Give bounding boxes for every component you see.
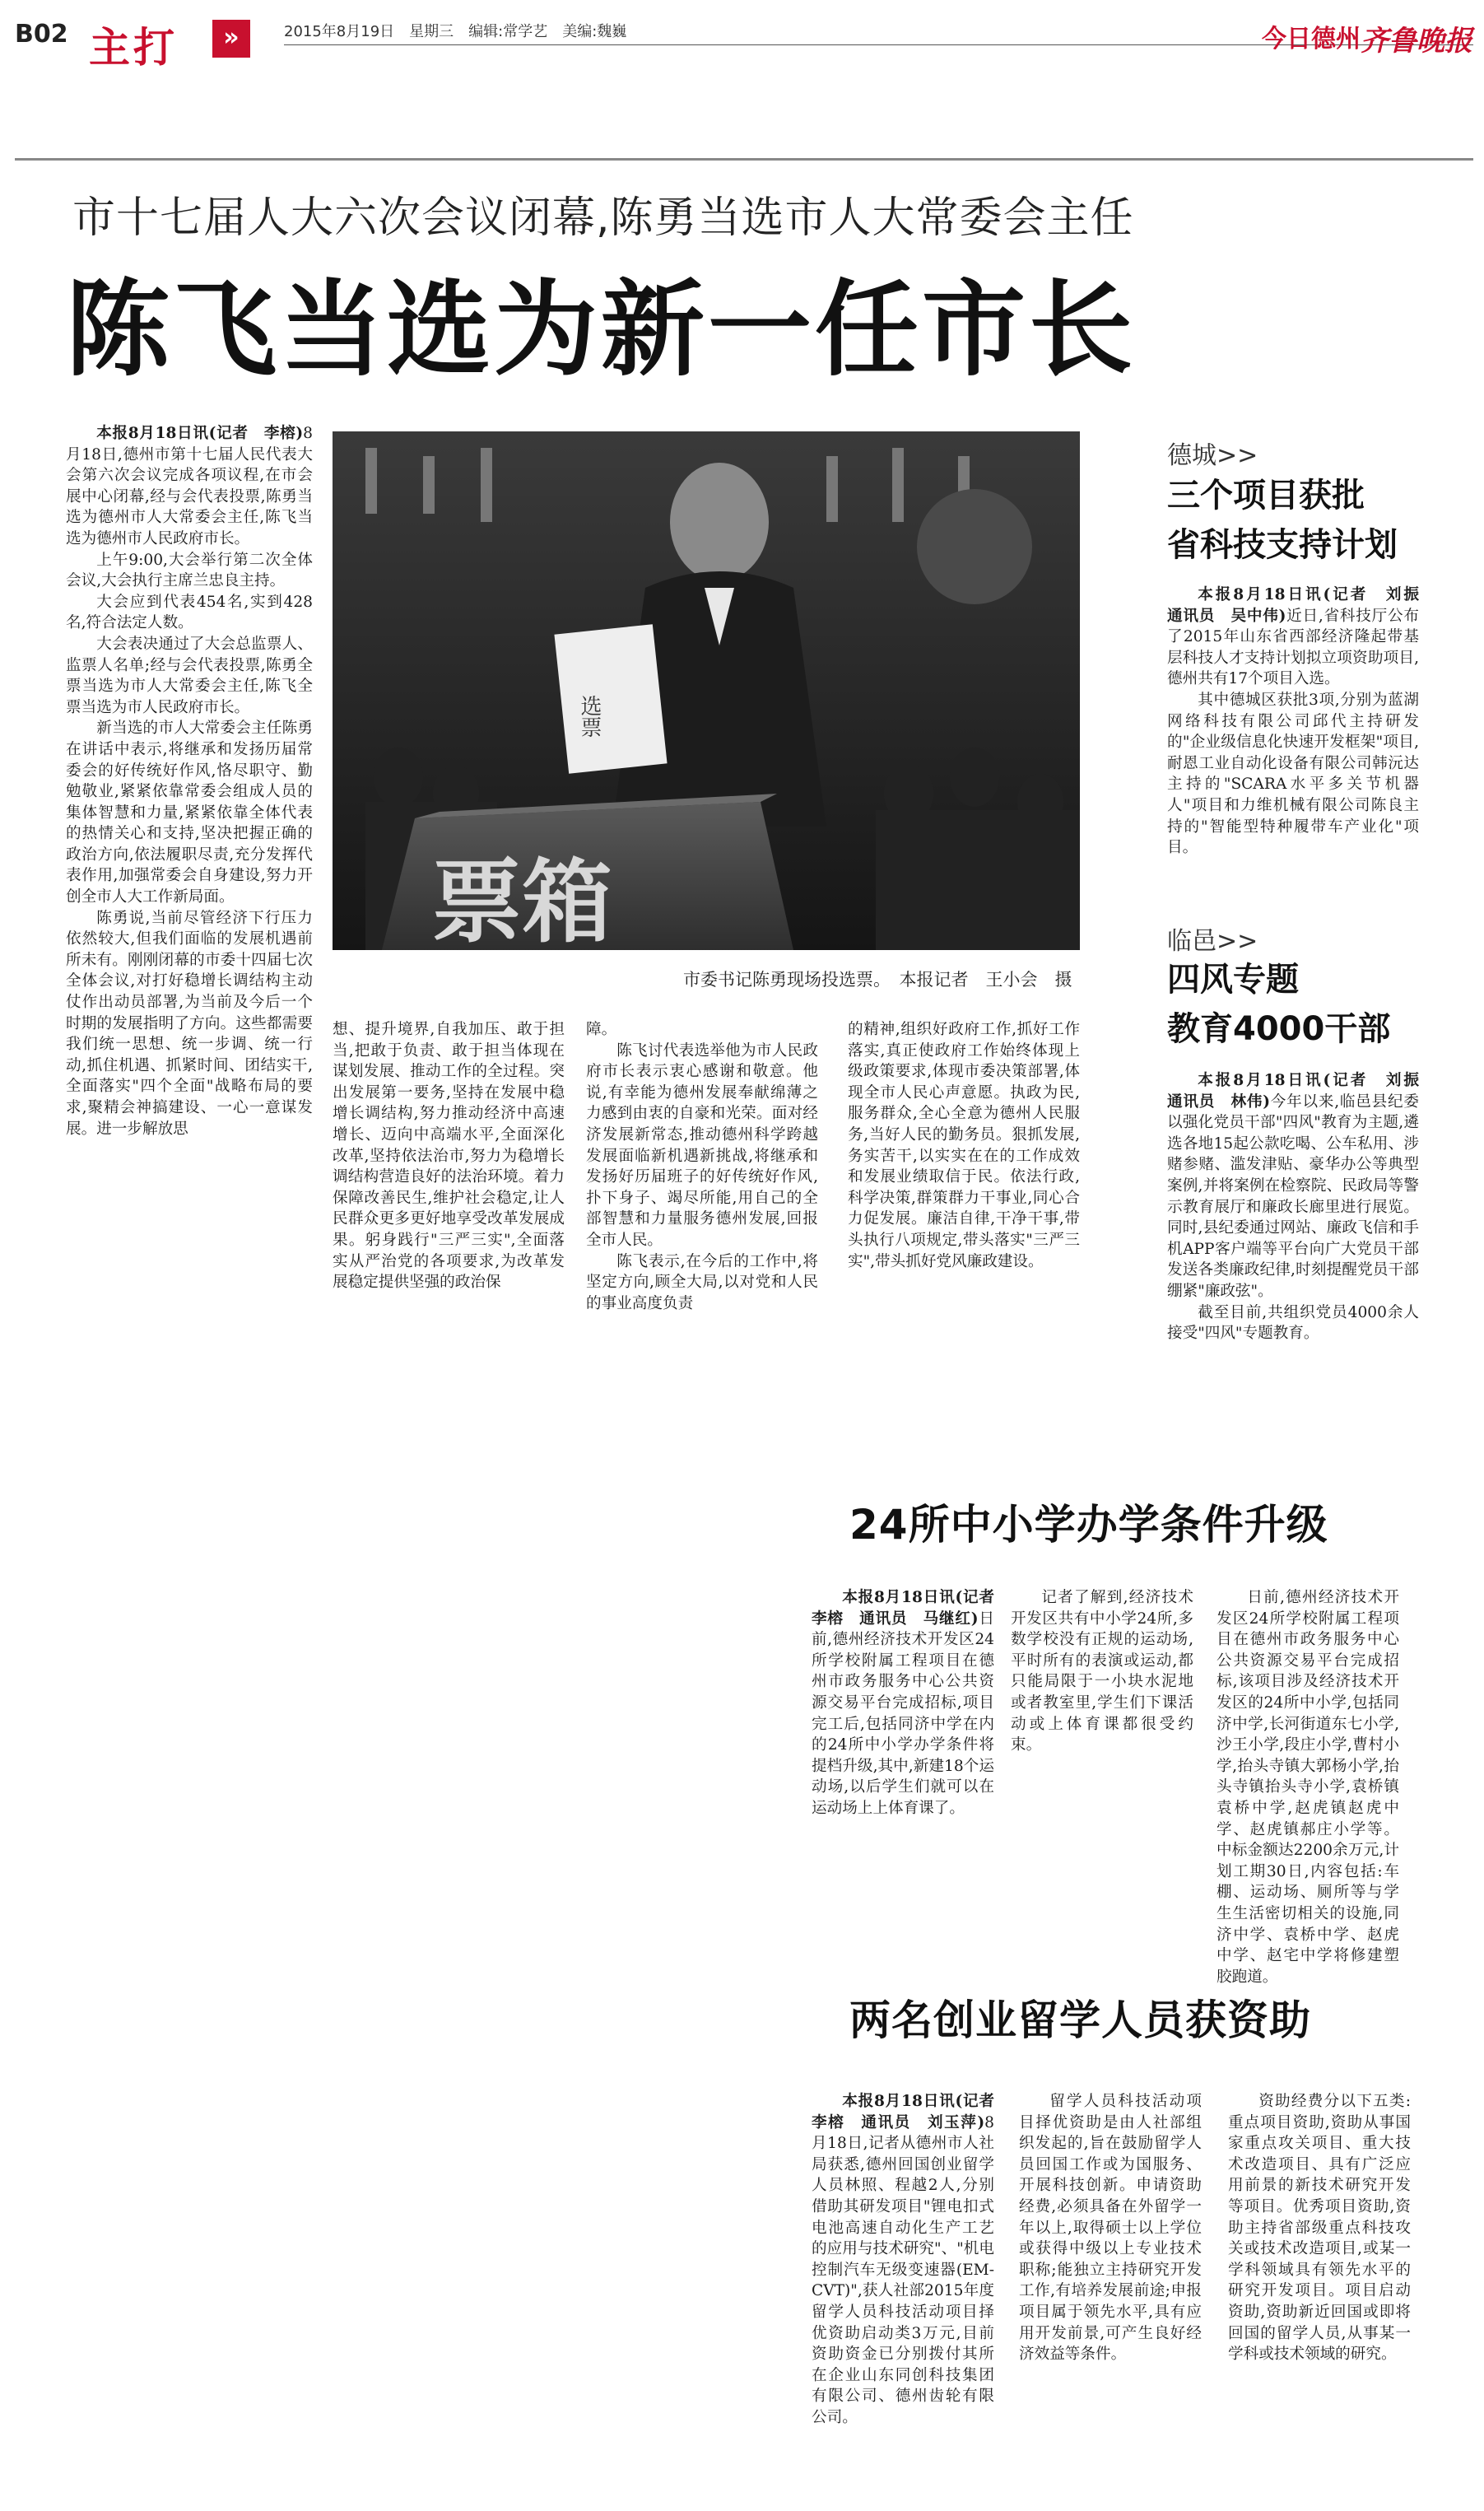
sidebar-title — [1167, 471, 1398, 570]
sidebar-title-line: 四风专题 — [1167, 961, 1299, 999]
ballot-photo-illustration — [333, 431, 1080, 955]
schools-column-2 — [1011, 1587, 1193, 1950]
lead-paragraph: 陈勇说,当前尽管经济下行压力依然较大,但我们面临的发展机遇前所未有。刚刚闭幕的市委十四届七次全体会议,对打好稳增长调结构主动仗作出动员部署,为当前及今后一个时期的发展指明了方向。这些都需要我们统一思想、统一步调、统一行动,抓住机遇、抓紧时间、团结实干,全面落实"四个全面"战略布局的要求,聚精会神搞建设、一心一意谋发展。进一步解放思 — [66, 909, 313, 1138]
lead-paragraph: 大会表决通过了大会总监票人、监票人名单;经与会代表投票,陈勇全票当选为市人大常委会主任,陈飞全票当选为市人民政府市长。 — [66, 635, 313, 716]
sidebar-title-line: 省科技支持计划 — [1167, 526, 1398, 564]
page-header — [0, 0, 1484, 76]
lead-paragraph: 上午9:00,大会举行第二次全体会议,大会执行主席兰忠良主持。 — [66, 551, 313, 590]
sidebar-location: 临邑>> — [1167, 927, 1258, 956]
newspaper-logo: 齐鲁晚报 — [1361, 25, 1472, 58]
sidebar-title — [1167, 955, 1390, 1054]
lead-headline: 陈飞当选为新一任市长 — [66, 269, 1136, 390]
returnees-paragraph: 留学人员科技活动项目择优资助是由人社部组织发起的,旨在鼓励留学人员回国工作或为国服务、开展科技创新。申请资助经费,必须具备在外留学一年以上,取得硕士以上学位或获得中级以上专业技术职称;能独立主持研究开发工作,有培养发展前途;申报项目属于领先水平,具有应用开发前景,可产生良好经济效益等条件。 — [1019, 2093, 1202, 2364]
sidebar-paragraph: 其中德城区获批3项,分别为蓝湖网络科技有限公司邱代主持研发的"企业级信息化快速开发框架"项目,耐恩工业自动化设备有限公司韩沅达主持的"SCARA水平多关节机器人"项目和力维机械有限公司陈良主持的"智能型特种履带车产业化"项目。 — [1167, 691, 1419, 857]
lead-column-4 — [848, 1019, 1080, 1365]
schools-headline: 24所中小学办学条件升级 — [849, 1501, 1328, 1549]
schools-column-3 — [1217, 1587, 1399, 1986]
sidebar-paragraph: 截至目前,共组织党员4000余人接受"四风"专题教育。 — [1167, 1303, 1419, 1343]
sidebar-byline: 本报8月18日讯(记者 刘振 通讯员 林伟) — [1167, 1072, 1435, 1111]
sidebar-article-linyi — [1167, 1070, 1435, 1400]
lead-paragraph: 新当选的市人大常委会主任陈勇在讲话中表示,将继承和发扬历届常委会的好传统好作风,恪尽职守、勤勉敬业,紧紧依靠常委会组成人员的集体智慧和力量,紧紧依靠全体代表的热情关心和支持,坚决把握正确的政治方向,依法履职尽责,充分发挥代表作用,加强常委会自身建设,努力开创全市人大工作新局面。 — [66, 720, 313, 906]
schools-byline: 本报8月18日讯(记者 李榕 通讯员 马继红) — [812, 1589, 1010, 1628]
sidebar-location: 德城>> — [1167, 441, 1258, 470]
lead-byline: 本报8月18日讯(记者 李榕) — [96, 425, 304, 442]
section-divider — [15, 158, 1473, 161]
returnees-headline: 两名创业留学人员获资助 — [849, 1996, 1311, 2044]
news-photo — [333, 431, 1080, 955]
ballot-text: 选票 — [577, 695, 602, 738]
returnees-byline: 本报8月18日讯(记者 李榕 通讯员 刘玉萍) — [812, 2093, 1010, 2131]
schools-paragraph: 日前,德州经济技术开发区24所学校附属工程项目在德州市政务服务中心公共资源交易平台完成招标,项目完工后,包括同济中学在内的24所中小学办学条件将提档升级,其中,新建18个运动场,以后学生们就可以在运动场上上体育课了。 — [812, 1610, 994, 1817]
section-title: 主打 — [89, 24, 178, 72]
schools-paragraph: 记者了解到,经济技术开发区共有中小学24所,多数学校没有正规的运动场,平时所有的表演或运动,都只能局限于一小块水泥地或者教室里,学生们下课活动或上体育课都很受约束。 — [1011, 1589, 1193, 1754]
returnees-column-3 — [1228, 2091, 1411, 2486]
lead-column-2 — [333, 1019, 565, 1365]
issue-info: 2015年8月19日 星期三 编辑:常学艺 美编:魏巍 — [284, 23, 627, 40]
sidebar-title-line: 教育4000干部 — [1167, 1010, 1391, 1048]
schools-paragraph: 日前,德州经济技术开发区24所学校附属工程项目在德州市政务服务中心公共资源交易平台完成招标,该项目涉及经济技术开发区的24所中小学,包括同济中学,长河街道东七小学,沙王小学,段庄小学,曹村小学,抬头寺镇大郭杨小学,抬头寺镇抬头寺小学,袁桥镇袁桥中学,赵虎镇赵虎中学、赵虎镇郝庄小学等。中标金额达2200余万元,计划工期30日,内容包括:车棚、运动场、厕所等与学生生活密切相关的设施,同济中学、袁桥中学、赵虎中学、赵宅中学将修建塑胶跑道。 — [1217, 1589, 1399, 1986]
sidebar-title-line: 三个项目获批 — [1167, 477, 1365, 515]
sidebar-byline: 本报8月18日讯(记者 刘振 通讯员 吴中伟) — [1167, 586, 1435, 625]
sidebar-article-dezhou — [1167, 585, 1435, 897]
ballot-box-sign: 票箱 — [431, 850, 612, 955]
schools-column-1 — [812, 1587, 1010, 1950]
returnees-paragraph: 资助经费分以下五类:重点项目资助,资助从事国家重点攻关项目、重大技术改造项目、具有广泛应用前景的新技术研究开发等项目。优秀项目资助,资助主持省部级重点科技攻关或技术改造项目,或某一学科领域具有领先水平的研究开发项目。项目启动资助,资助新近回国或即将回国的留学人员,从事某一学科或技术领域的研究。 — [1228, 2093, 1411, 2364]
lead-column-3 — [586, 1019, 818, 1365]
returnees-column-2 — [1019, 2091, 1202, 2486]
lead-subhead: 市十七届人大六次会议闭幕,陈勇当选市人大常委会主任 — [72, 193, 1134, 243]
photo-caption: 市委书记陈勇现场投选票。 本报记者 王小会 摄 — [683, 970, 1072, 990]
column-name: 今日德州 — [1262, 25, 1361, 54]
lead-paragraph: 想、提升境界,自我加压、敢于担当,把敢于负责、敢于担当体现在谋划发展、推动工作的全过程。突出发展第一要务,坚持在发展中稳增长调结构,努力推动经济中高速增长、迈向中高端水平,全面深化改革,坚持依法治市,努力为稳增长调结构营造良好的法治环境。着力保障改善民生,维护社会稳定,让人民群众更多更好地享受改革发展成果。躬身践行"三严三实",全面落实从严治党的各项要求,为改革发展稳定提供坚强的政治保 — [333, 1021, 565, 1292]
page-number: B02 — [15, 20, 68, 49]
lead-column-1 — [66, 423, 313, 1370]
sidebar-paragraph: 今年以来,临邑县纪委以强化党员干部"四风"教育为主题,遴选各地15起公款吃喝、公车私用、涉赌参赌、滥发津贴、豪华办公等典型案例,并将案例在检察院、民政局等警示教育展厅和廉政长廊里进行展览。同时,县纪委通过网站、廉政飞信和手机APP客户端等平台向广大党员干部发送各类廉政纪律,时刻提醒党员干部绷紧"廉政弦"。 — [1167, 1092, 1419, 1300]
lead-paragraph: 大会应到代表454名,实到428名,符合法定人数。 — [66, 593, 313, 632]
returnees-column-1 — [812, 2091, 1010, 2486]
lead-paragraph: 的精神,组织好政府工作,抓好工作落实,真正使政府工作始终体现上级政策要求,体现市委决策部署,体现全市人民心声意愿。执政为民,服务群众,全心全意为德州人民服务,当好人民的勤务员。狠抓发展,务实苦干,以实实在在的工作成效和发展业绩取信于民。依法行政,科学决策,群策群力干事业,同心合力促发展。廉洁自律,干净干事,带头执行八项规定,带头落实"三严三实",带头抓好党风廉政建设。 — [848, 1021, 1080, 1270]
lead-paragraph: 陈飞讨代表选举他为市人民政府市长表示衷心感谢和敬意。他说,有幸能为德州发展奉献绵薄之力感到由衷的自豪和光荣。面对经济发展新常态,推动德州科学跨越发展面临新机遇新挑战,将继承和发扬好历届班子的好传统好作风,扑下身子、竭尽所能,用自己的全部智慧和力量服务德州发展,回报全市人民。 — [586, 1041, 818, 1249]
lead-paragraph: 8月18日,德州市第十七届人民代表大会第六次会议完成各项议程,在市会展中心闭幕,经与会代表投票,陈勇当选为德州市人大常委会主任,陈飞当选为德州市人民政府市长。 — [66, 425, 313, 547]
sidebar-paragraph: 近日,省科技厅公布了2015年山东省西部经济隆起带基层科技人才支持计划拟立项资助项目,德州共有17个项目入选。 — [1167, 607, 1419, 688]
returnees-paragraph: 8月18日,记者从德州市人社局获悉,德州回国创业留学人员林照、程越2人,分别借助其研发项目"锂电扣式电池高速自动化生产工艺的应用与技术研究"、"机电控制汽车无级变速器(EM-CVT)",获人社部2015年度留学人员科技活动项目择优资助启动类3万元,目前资助资金已分别拨付其所在企业山东同创科技集团有限公司、德州齿轮有限公司。 — [812, 2113, 994, 2426]
lead-paragraph: 陈飞表示,在今后的工作中,将坚定方向,顾全大局,以对党和人民的事业高度负责 — [586, 1252, 818, 1312]
double-chevron-icon: » — [212, 20, 250, 58]
lead-paragraph: 障。 — [586, 1021, 617, 1038]
